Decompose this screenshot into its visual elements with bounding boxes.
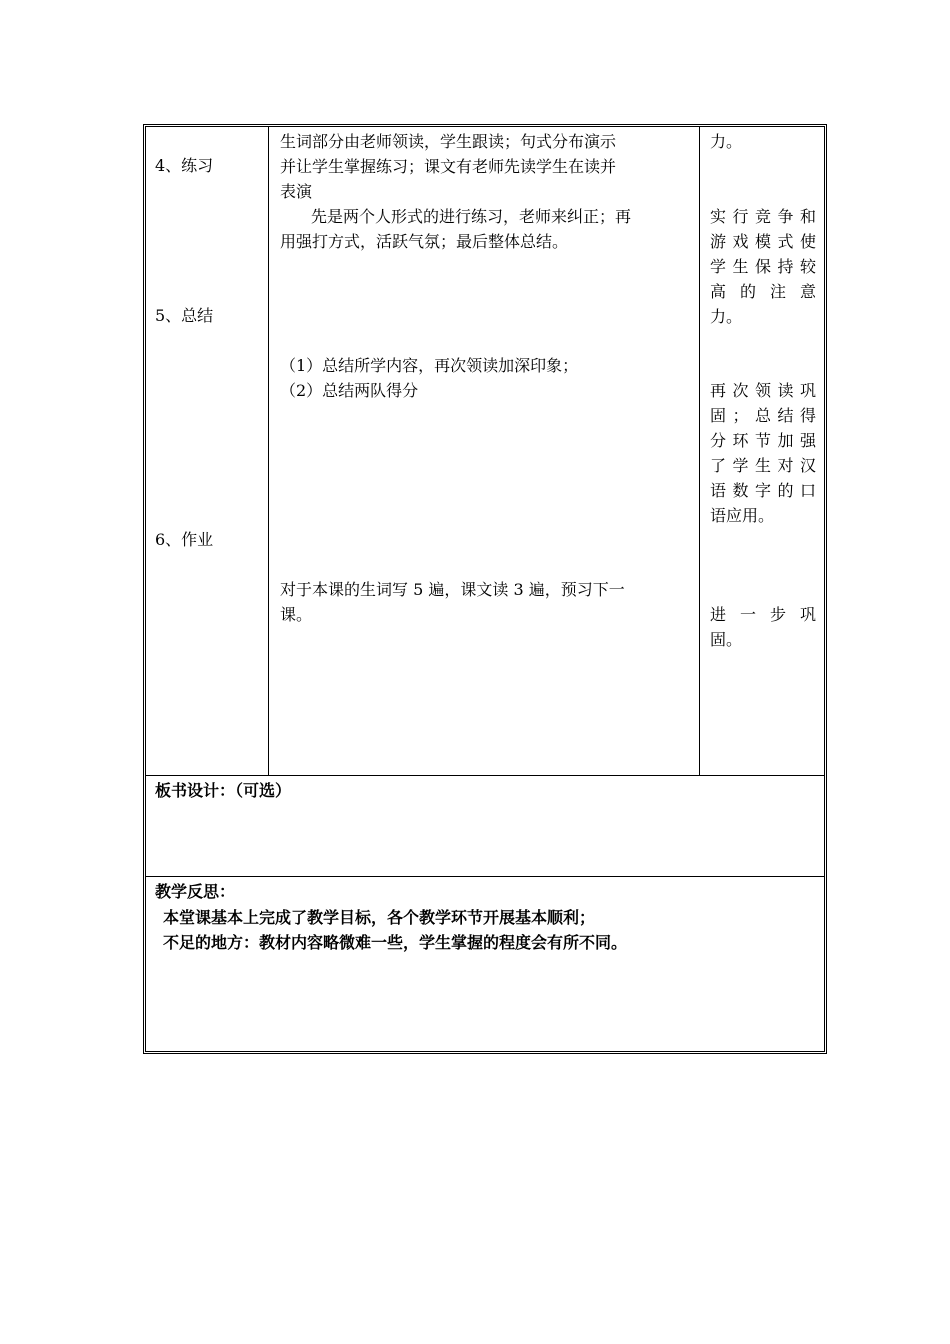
step-label-practice: 4、练习 xyxy=(155,156,214,175)
note-line: 语数字的口 xyxy=(710,481,816,500)
column-divider-right xyxy=(699,126,700,775)
note-line: 实行竞争和 xyxy=(710,207,816,226)
note-line: 固；总结得 xyxy=(710,406,816,425)
practice-text-line: 并让学生掌握练习；课文有老师先读学生在读并 xyxy=(280,157,617,176)
note-line: 学生保持较 xyxy=(710,257,816,276)
note-line: 分环节加强 xyxy=(710,431,816,450)
practice-text-line: 先是两个人形式的进行练习，老师来纠正；再 xyxy=(311,207,632,226)
reflection-text-line: 本堂课基本上完成了教学目标，各个教学环节开展基本顺利； xyxy=(163,908,596,927)
practice-text-line: 用强打方式，活跃气氛；最后整体总结。 xyxy=(280,232,569,251)
note-line: 游戏模式使 xyxy=(710,232,816,251)
note-line: 高的注意 xyxy=(710,282,816,301)
note-line: 固。 xyxy=(710,630,743,649)
note-line: 力。 xyxy=(710,307,743,326)
column-divider-left xyxy=(268,126,269,775)
note-line: 了学生对汉 xyxy=(710,456,816,475)
homework-text-line: 对于本课的生词写 5 遍，课文读 3 遍，预习下一 xyxy=(280,580,625,599)
step-label-summary: 5、总结 xyxy=(155,306,214,325)
note-line: 进一步巩 xyxy=(710,605,816,624)
step-label-homework: 6、作业 xyxy=(155,530,214,549)
board-design-title: 板书设计：（可选） xyxy=(155,781,292,800)
reflection-title: 教学反思： xyxy=(155,882,236,901)
reflection-text-line: 不足的地方：教材内容略微难一些，学生掌握的程度会有所不同。 xyxy=(163,933,628,952)
practice-text-line: 生词部分由老师领读，学生跟读；句式分布演示 xyxy=(280,132,617,151)
row-divider-board xyxy=(146,775,824,776)
note-line: 力。 xyxy=(710,132,743,151)
homework-text-line: 课。 xyxy=(280,605,313,624)
practice-text-line: 表演 xyxy=(280,182,313,201)
summary-text-line: （2）总结两队得分 xyxy=(280,381,419,400)
note-line: 语应用。 xyxy=(710,506,775,525)
summary-text-line: （1）总结所学内容，再次领读加深印象； xyxy=(280,356,579,375)
row-divider-reflection xyxy=(146,876,824,877)
note-line: 再次领读巩 xyxy=(710,381,816,400)
